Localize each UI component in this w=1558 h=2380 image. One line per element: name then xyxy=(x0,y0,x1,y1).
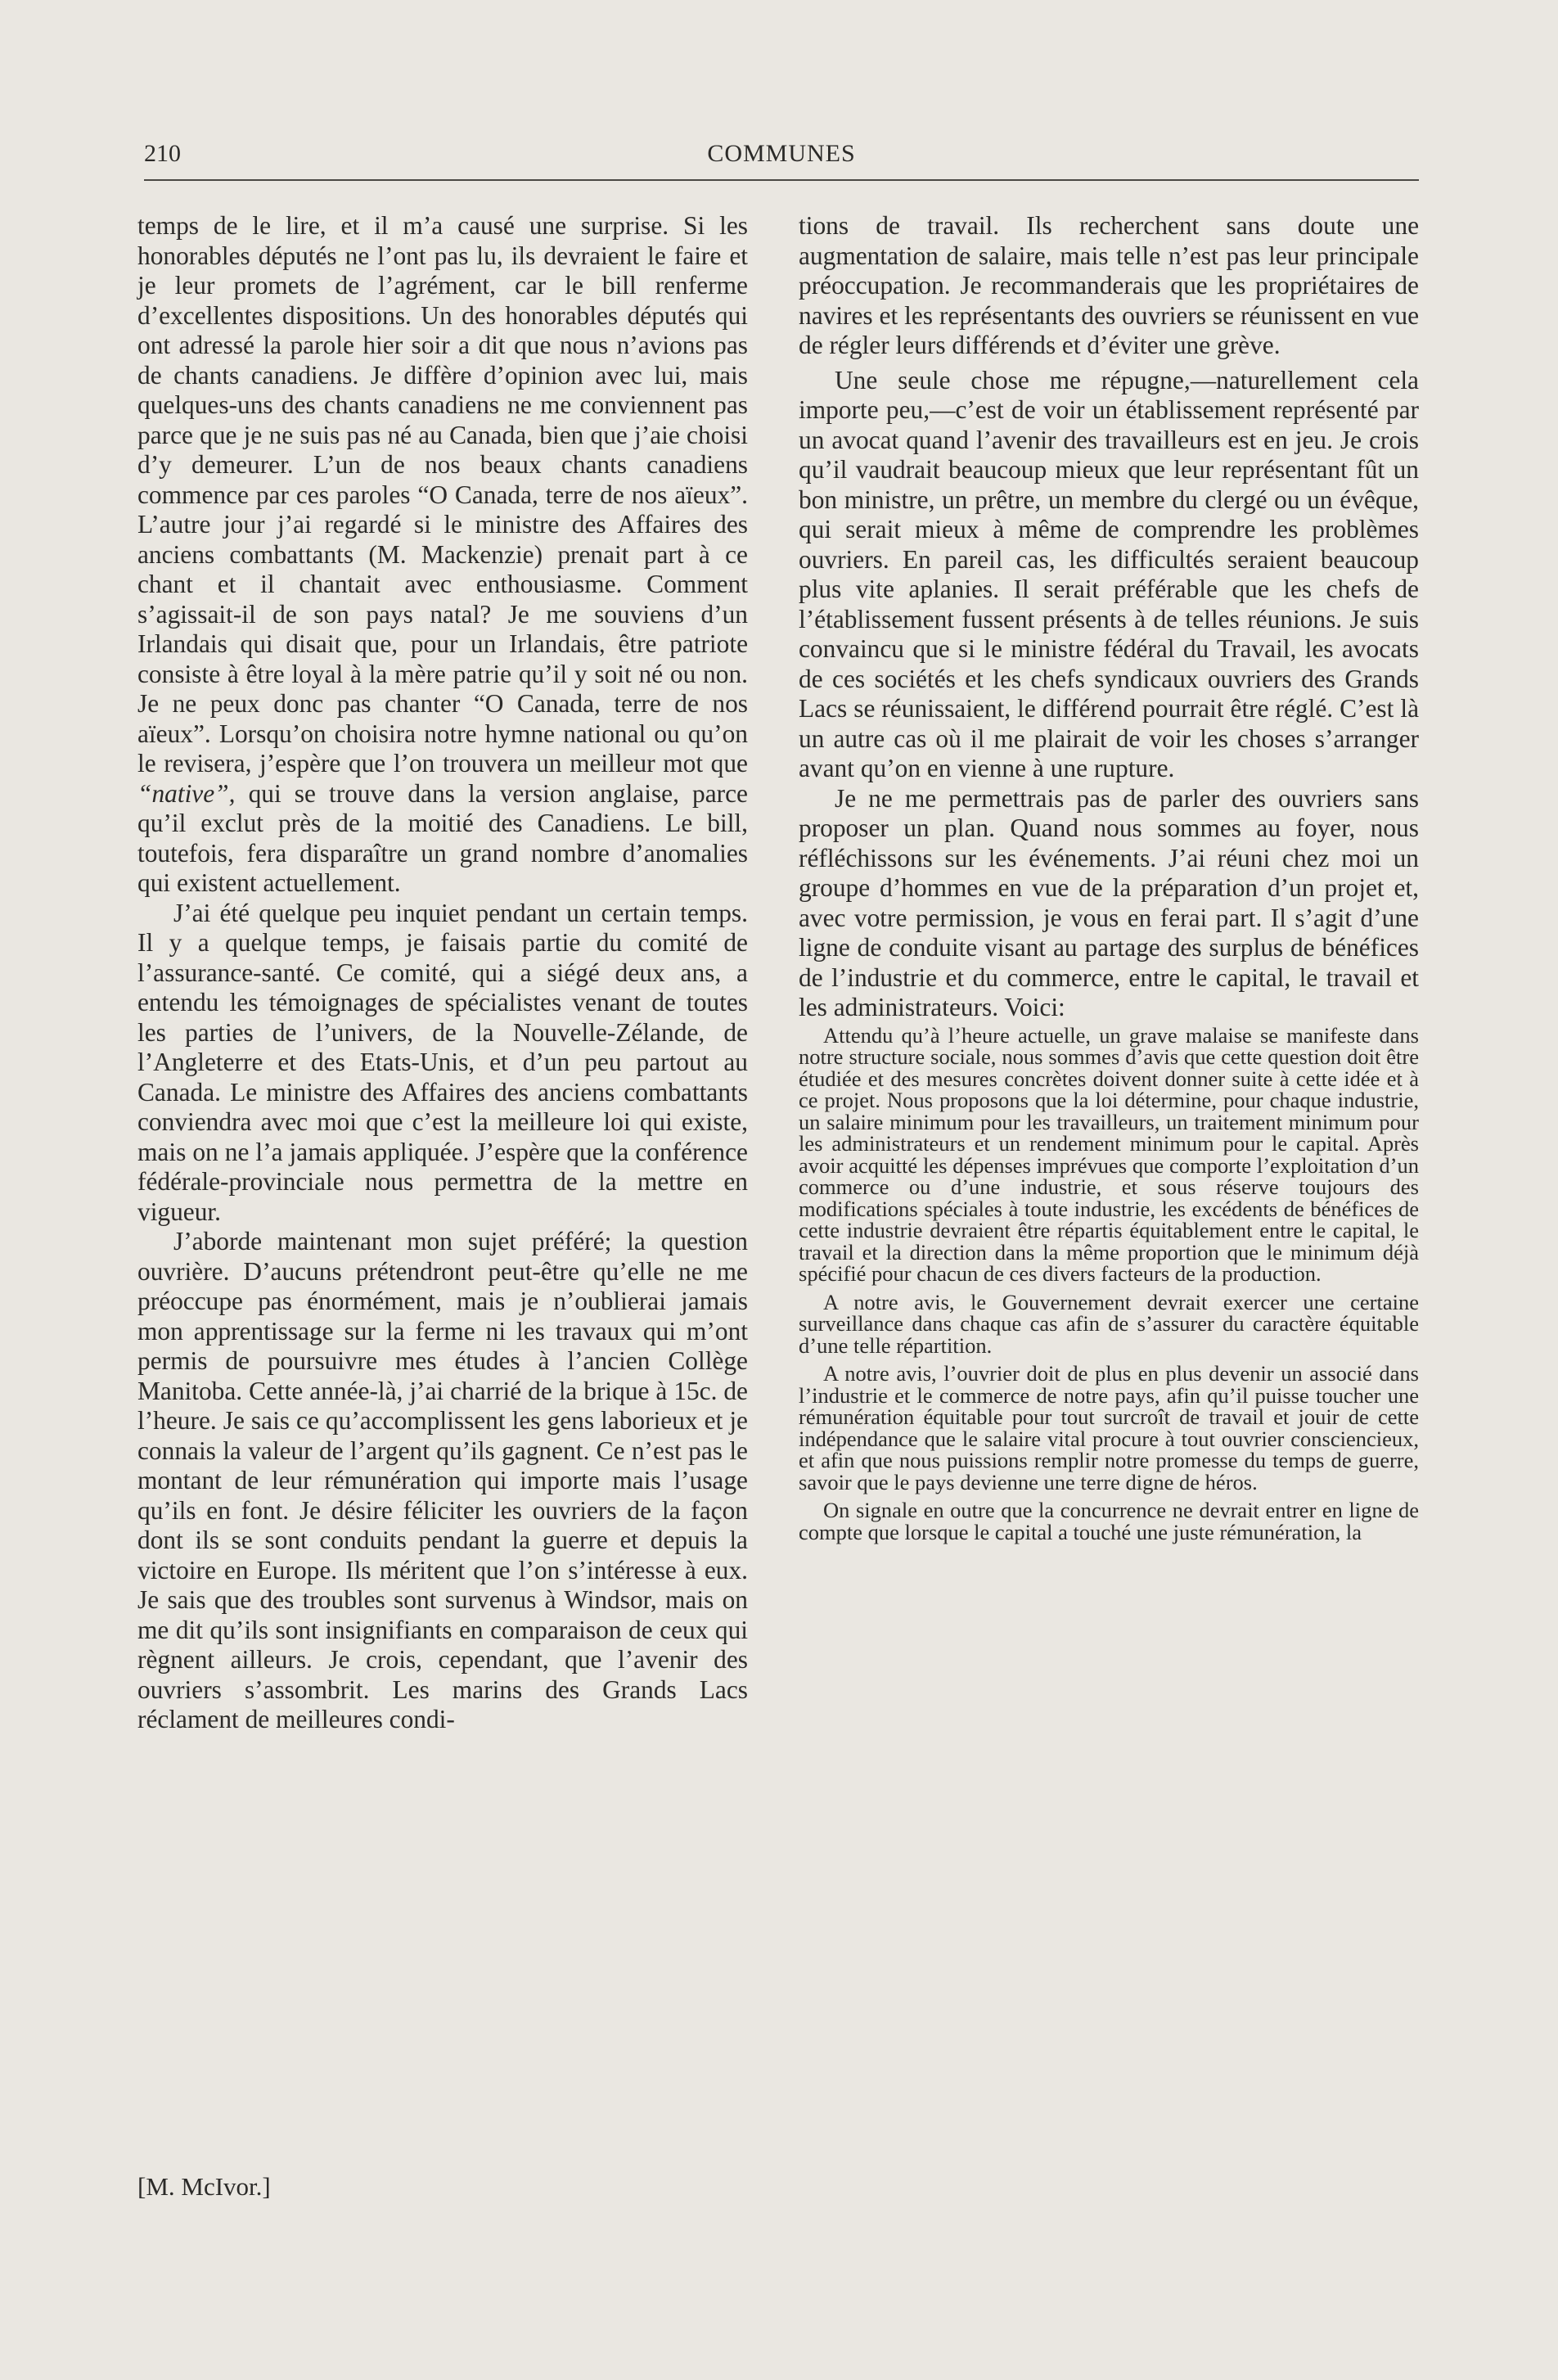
paragraph: tions de travail. Ils recherchent sans doute une augmentation de salaire, mais telle n’est pas leur principale préoccupation. Je recommanderais que les propriétaires de navires et les représentants des ouvriers se réunissent en vue de régler leurs différends et d’éviter une grève. xyxy=(799,211,1419,359)
paragraph xyxy=(137,211,748,899)
right-column xyxy=(799,211,1419,1543)
quote-paragraph: A notre avis, l’ouvrier doit de plus en plus devenir un associé dans l’industrie et le commerce de notre pays, afin qu’il puisse toucher une rémunération équitable pour tout surcroît de travail et jouir de cette indépendance que le salaire vital procure à tout ouvrier consciencieux, et afin que nous puissions remplir notre promesse du temps de guerre, savoir que le pays devienne une terre digne de héros. xyxy=(799,1361,1419,1494)
quote-paragraph: A notre avis, le Gouvernement devrait exercer une certaine surveillance dans chaque cas afin de s’assurer du caractère équitable d’une telle répartition. xyxy=(799,1289,1419,1358)
paragraph: J’aborde maintenant mon sujet préféré; la question ouvrière. D’aucuns prétendront peut-être qu’elle ne me préoccupe pas énormément, mais je n’oublierai jamais mon apprentissage sur la ferme ni les travaux qui m’ont permis de poursuivre mes études à l’ancien Collège Manitoba. Cette année-là, j’ai charrié de la brique à 15c. de l’heure. Je sais ce qu’accomplissent les gens laborieux et je connais la valeur de l’argent qu’ils gagnent. Ce n’est pas le montant de leur rémunération qui importe mais l’usage qu’ils en font. Je désire féliciter les ouvriers de la façon dont ils se sont conduits pendant la guerre et depuis la victoire en Europe. Ils méritent que l’on s’intéresse à eux. Je sais que des troubles sont survenus à Windsor, mais on me dit qu’ils sont insignifiants en comparaison de ceux qui règnent ailleurs. Je crois, cependant, que l’avenir des ouvriers s’assombrit. Les marins des Grands Lacs réclament de meilleures condi- xyxy=(137,1227,748,1733)
running-head: COMMUNES xyxy=(707,140,856,167)
paragraph: Je ne me permettrais pas de parler des ouvriers sans proposer un plan. Quand nous sommes au foyer, nous réfléchissons sur les événements. J’ai réuni chez moi un groupe d’hommes en vue de la préparation d’un projet et, avec votre permission, je vous en ferai part. Il s’agit d’une ligne de conduite visant au partage des surplus de bénéfices de l’industrie et du commerce, entre le capital, le travail et les administrateurs. Voici: xyxy=(799,783,1419,1021)
page-header xyxy=(144,133,1419,181)
speaker-attribution: [M. McIvor.] xyxy=(137,2172,271,2201)
italic-word: “native”, xyxy=(137,778,236,808)
quote-paragraph: On signale en outre que la concurrence ne devrait entrer en ligne de compte que lorsque le capital a touché une juste rémunération, la xyxy=(799,1498,1419,1544)
quote-paragraph: Attendu qu’à l’heure actuelle, un grave malaise se manifeste dans notre structure sociale, nous sommes d’avis que cette question doit être étudiée et des mesures concrètes doivent donner suite à cette idée et à ce projet. Nous proposons que la loi détermine, pour chaque industrie, un salaire minimum pour les travailleurs, un traitement minimum pour les administrateurs et un rendement minimum pour le capital. Après avoir acquitté les dépenses imprévues que comporte l’exploitation d’un commerce ou d’une industrie, et sous réserve toujours des modifications spéciales à toute industrie, les excédents de bénéfices de cette industrie devraient être répartis équitablement entre le capital, le travail et la direction dans la même proportion que le minimum déjà spécifié pour chacun de ces divers facteurs de la production. xyxy=(799,1022,1419,1286)
paragraph-text: temps de le lire, et il m’a causé une surprise. Si les honorables députés ne l’ont pas lu, ils devraient le faire et je leur promets de l’agrément, car le bill renferme d’excellentes dispositions. Un des honorables députés qui ont adressé la parole hier soir a dit que nous n’avions pas de chants canadiens. Je diffère d’opinion avec lui, mais quelques-uns des chants canadiens ne me conviennent pas parce que je ne suis pas né au Canada, bien que j’aie choisi d’y demeurer. L’un de nos beaux chants canadiens commence par ces paroles “O Canada, terre de nos aïeux”. L’autre jour j’ai regardé si le ministre des Affaires des anciens combattants (M. Mackenzie) prenait part à ce chant et il chantait avec enthousiasme. Comment s’agissait-il de son pays natal? Je me souviens d’un Irlandais qui disait que, pour un Irlandais, être patriote consiste à être loyal à la mère patrie qu’il y soit né ou non. Je ne peux donc pas chanter “O Canada, terre de nos aïeux”. Lorsqu’on choisira notre hymne national ou qu’on le revisera, j’espère que l’on trouvera un meilleur mot que xyxy=(137,211,748,778)
left-column xyxy=(137,211,748,1735)
paragraph-text: qui se trouve dans la version anglaise, parce qu’il exclut près de la moitié des Canadiens. Le bill, toutefois, fera disparaître un grand nombre d’anomalies qui existent actuellement. xyxy=(137,778,748,897)
quoted-proposal xyxy=(799,1022,1419,1544)
paragraph: J’ai été quelque peu inquiet pendant un certain temps. Il y a quelque temps, je faisais partie du comité de l’assurance-santé. Ce comité, qui a siégé deux ans, a entendu les témoignages de spécialistes venant de toutes les parties de l’univers, de la Nouvelle-Zélande, de l’Angleterre et des Etats-Unis, et d’un peu partout au Canada. Le ministre des Affaires des anciens combattants conviendra avec moi que c’est la meilleure loi qui existe, mais on ne l’a jamais appliquée. J’espère que la conférence fédérale-provinciale nous permettra de la mettre en vigueur. xyxy=(137,898,748,1226)
page-number: 210 xyxy=(144,140,181,167)
paragraph: Une seule chose me répugne,—naturellement cela importe peu,—c’est de voir un établissement représenté par un avocat quand l’avenir des travailleurs est en jeu. Je crois qu’il vaudrait beaucoup mieux que leur représentant fût un bon ministre, un prêtre, un membre du clergé ou un évêque, qui serait mieux à même de comprendre les problèmes ouvriers. En pareil cas, les difficultés seraient beaucoup plus vite aplanies. Il serait préférable que les chefs de l’établissement fussent présents à de telles réunions. Je suis convaincu que si le ministre fédéral du Travail, les avocats de ces sociétés et les chefs syndicaux ouvriers des Grands Lacs se réunissaient, le différend pourrait être réglé. C’est là un autre cas où il me plairait de voir les choses s’arranger avant qu’on en vienne à une rupture. xyxy=(799,365,1419,782)
